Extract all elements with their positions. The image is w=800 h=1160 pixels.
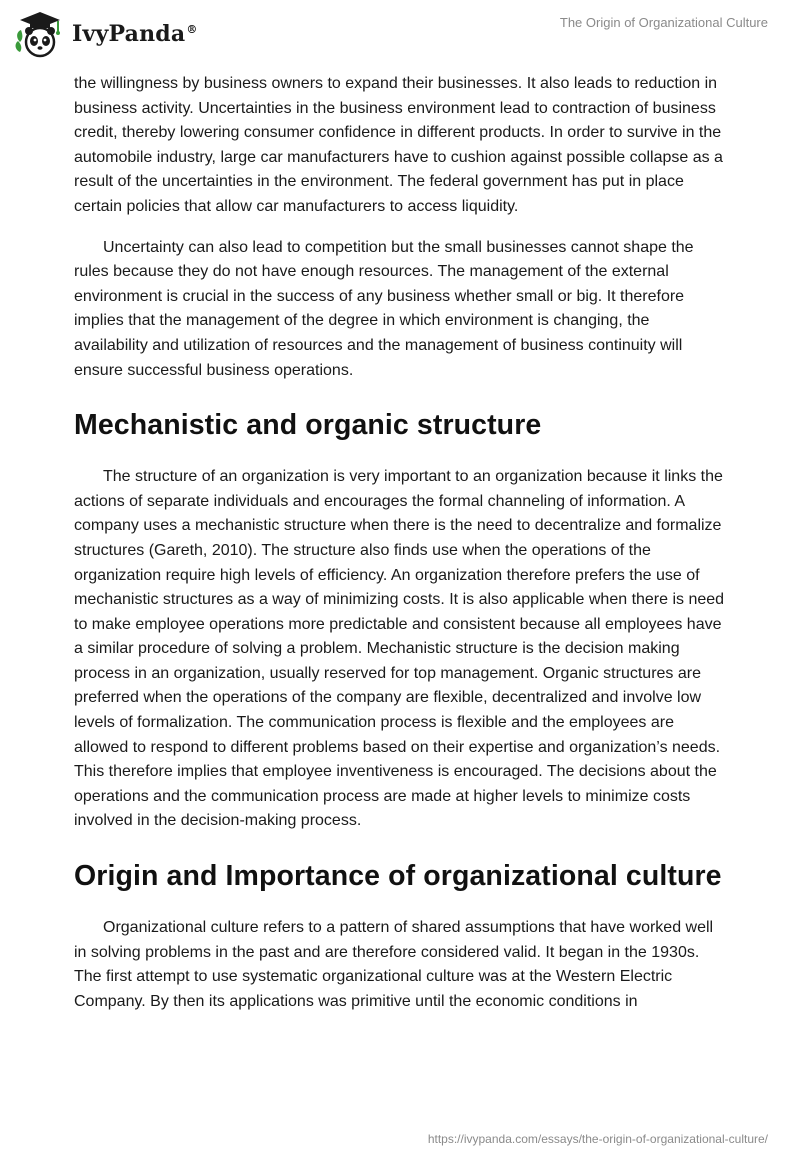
paragraph-4: Organizational culture refers to a pattern of shared assumptions that have worked well in solving problems in the past and are therefore considered valid. It began in the 1930s. The first attempt to use systematic organizational culture was at the Western Electric Company. By then its applications was primitive until the economic conditions in (74, 919, 714, 1010)
page-header (0, 0, 800, 70)
section-heading-mechanistic: Mechanistic and organic structure (74, 409, 542, 442)
paragraph-2: Uncertainty can also lead to competition but the small businesses cannot shape the rules because they do not have enough resources. The management of the external environment is crucial in the success of any business whether small or big. It therefore implies that the management of the degree in which environment is changing, the availability and utilization of resources and the management of business continuity will ensure successful business operations. (74, 238, 694, 379)
brand-name: IvyPanda® (72, 21, 198, 47)
paragraph-1: the willingness by business owners to expand their businesses. It also leads to reduction in business activity. Uncertainties in the business environment lead to contraction of business credit, thereby lowering consumer confidence in different products. In order to survive in the automobile industry, large car manufacturers have to cushion against possible collapse as a result of the uncertainties in the environment. The federal government has put in place certain policies that allow car manufacturers to access liquidity. (74, 75, 723, 215)
document-title: The Origin of Organizational Culture (559, 15, 768, 30)
essay-content (74, 72, 726, 1014)
section-heading-origin: Origin and Importance of organizational culture (74, 860, 722, 893)
panda-graduate-icon (14, 8, 66, 60)
paragraph-3: The structure of an organization is very important to an organization because it links the actions of separate individuals and encourages the formal channeling of information. A company uses a mechanistic structure when there is the need to decentralize and formalize structures (Gareth, 2010). The structure also finds use when the operations of the organization require high levels of efficiency. An organization therefore prefers the use of mechanistic structures as a way of minimizing costs. It is also applicable when there is need to make employee operations more predictable and consistent because all employees have a similar procedure of solving a problem. Mechanistic structure is the decision making process in an organization, usually reserved for top management. Organic structures are preferred when the operations of the company are flexible, decentralized and involve low levels of formalization. The communication process is flexible and the employees are allowed to respond to different problems based on their expertise and organization’s needs. This therefore implies that employee inventiveness is encouraged. The decisions about the operations and the communication process are made at higher levels to minimize costs involved in the decision-making process. (74, 468, 725, 830)
registered-mark: ® (186, 22, 198, 36)
source-url[interactable]: https://ivypanda.com/essays/the-origin-of-organizational-culture/ (427, 1132, 768, 1146)
ivypanda-logo[interactable] (14, 8, 198, 60)
